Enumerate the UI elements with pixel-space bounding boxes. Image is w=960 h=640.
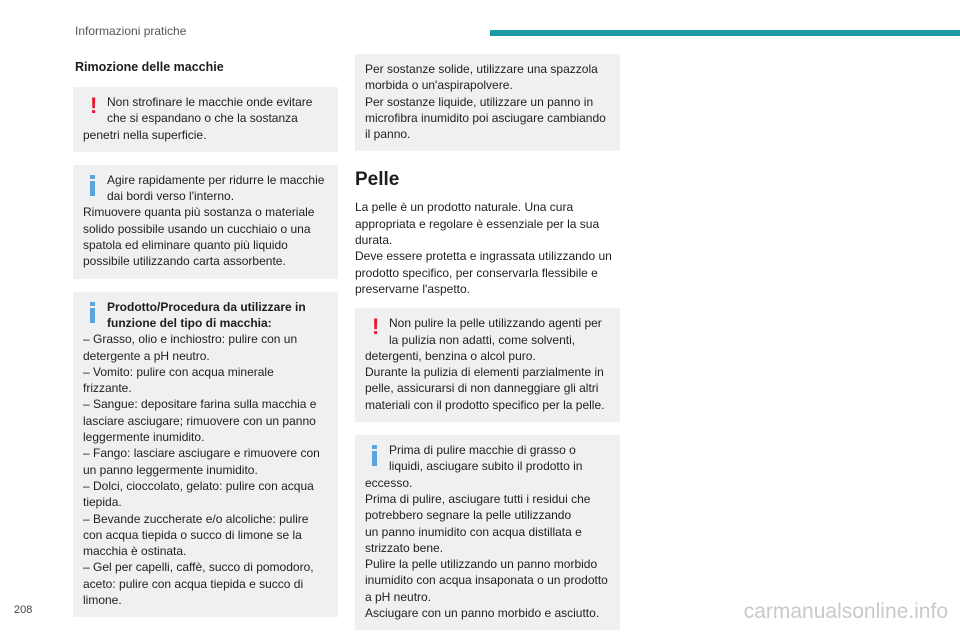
exclamation-icon: !: [372, 314, 380, 340]
info-box-stain-types: Prodotto/Procedura da utilizzare in funzione del tipo di macchia: – Grasso, olio e inchiostro: pulire con un detergente a pH neutro. – Vomito: pulire con acqua minerale frizzante. – Sangue: depositare farina sulla macchia e lasciare asciugare; rimuovere con un panno leggermente inumidito. – Fango: lasciare asciugare e rimuovere con un panno leggermente inumidito. – Dolci, cioccolato, gelato: pulire con acqua tiepida. – Bevande zuccherate e/o alcoliche: pulire con acqua tiepida o succo di limone se la macchia è ostinata. – Gel per capelli, caffè, succo di pomodoro, aceto: pulire con acqua tiepida e succo di limone.: [73, 292, 338, 618]
exclamation-icon: !: [90, 93, 98, 118]
leather-intro: La pelle è un prodotto naturale. Una cura appropriata e regolare è essenziale per la sua durata. Deve essere protetta e ingrassata utilizzando un prodotto specifico, per conservarla flessibile e preservarne l'aspetto.: [355, 200, 612, 296]
warning-box-leather: ! Non pulire la pelle utilizzando agenti per la pulizia non adatti, come solventi, detergenti, benzina o alcol puro. Durante la pulizia di elementi parzialmente in pelle, assicurarsi di non danneggiare gli altri materiali con il prodotto specifico per la pelle.: [355, 308, 620, 422]
left-column: [73, 58, 338, 630]
warning-box-stains: ! Non strofinare le macchie onde evitare che si espandano o che la sostanza penetri nella superficie.: [73, 87, 338, 152]
watermark: carmanualsonline.info: [743, 600, 948, 623]
right-column: [355, 54, 620, 640]
header-accent-bar: [490, 30, 960, 36]
section-title-leather: Pelle: [355, 169, 400, 191]
section-heading-stain-removal: Rimozione delle macchie: [75, 60, 224, 74]
running-header: Informazioni pratiche: [75, 24, 187, 38]
info-icon: [90, 302, 98, 323]
page-number: 208: [14, 604, 33, 616]
info-icon: [372, 445, 380, 466]
info-icon: [90, 175, 98, 196]
info-box-solid-liquid: Per sostanze solide, utilizzare una spazzola morbida o un'aspirapolvere. Per sostanze liquide, utilizzare un panno in microfibra inumidito poi asciugare cambiando il panno.: [355, 54, 620, 151]
info-box-act-quickly: Agire rapidamente per ridurre le macchie dai bordi verso l'interno. Rimuovere quanta più sostanza o materiale solido possibile usando un cucchiaio o una spatola ed eliminare quanto più liquido possibile utilizzando carta assorbente.: [73, 165, 338, 279]
info-box-leather-cleaning: Prima di pulire macchie di grasso o liquidi, asciugare subito il prodotto in eccesso. Prima di pulire, asciugare tutti i residui che potrebbero segnare la pelle utilizzando un panno inumidito con acqua distillata e strizzato bene. Pulire la pelle utilizzando un panno morbido inumidito con acqua insaponata o un prodotto a pH neutro. Asciugare con un panno morbido e asciutto.: [355, 435, 620, 630]
